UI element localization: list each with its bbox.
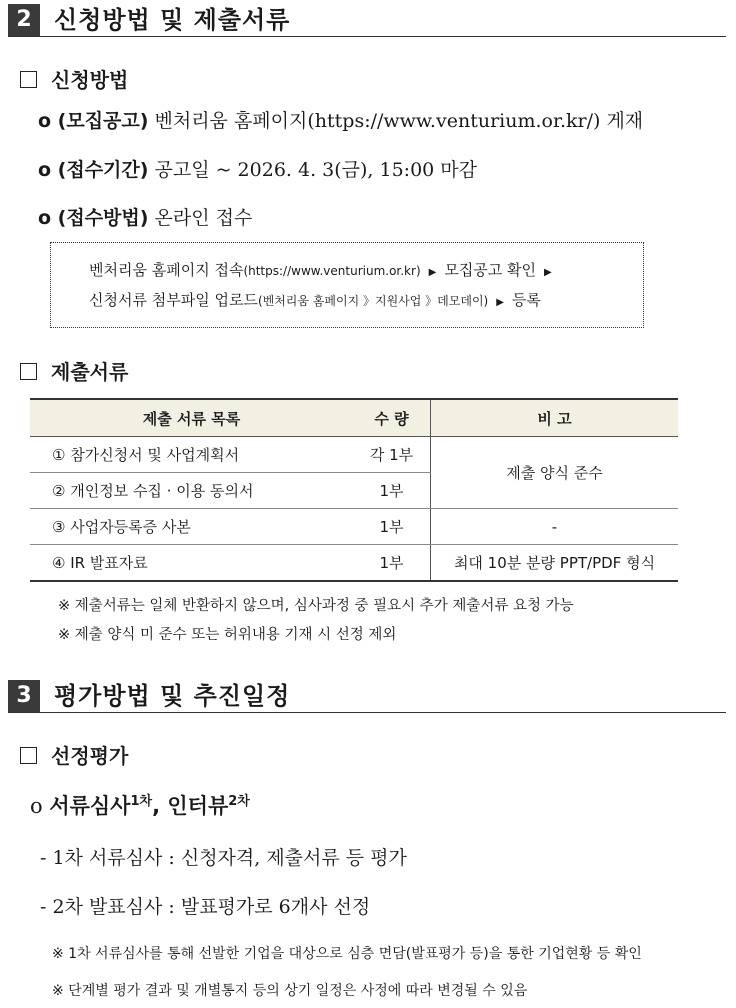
- table-row: ① 참가신청서 및 사업계획서 각 1부 제출 양식 준수: [30, 437, 678, 473]
- table-row: ② 개인정보 수집 · 이용 동의서 1부: [30, 473, 678, 509]
- process-line: 벤처리움 홈페이지 접속(https://www.venturium.or.kr) ▶ 모집공고 확인 ▶: [89, 261, 552, 279]
- arrow-right-icon: ▶: [428, 267, 437, 278]
- table-header-row: [30, 399, 678, 437]
- table-row: ③ 사업자등록증 사본 1부 -: [30, 509, 678, 545]
- merged-note: 제출 양식 준수: [431, 437, 679, 509]
- checkbox-square-icon: [20, 71, 37, 88]
- docs-note: ※ 제출서류는 일체 반환하지 않으며, 심사과정 중 필요시 추가 제출서류 요청 가능: [58, 598, 574, 614]
- eval-note: ※ 단계별 평가 결과 및 개별통지 등의 상기 일정은 사정에 따라 변경될 수 있음: [52, 983, 528, 999]
- eval-bullet: o 서류심사$^{1차}$, 인터뷰$^{2차}$: [30, 794, 250, 818]
- docs-note: ※ 제출 양식 미 준수 또는 허위내용 기재 시 선정 제외: [58, 627, 397, 643]
- subsection-heading: 신청방법: [20, 64, 128, 93]
- section-header: [8, 680, 726, 713]
- eval-note: ※ 1차 서류심사를 통해 선발한 기업을 대상으로 심층 면담(발표평가 등)을 통한 기업현황 등 확인: [52, 946, 642, 962]
- header-name: 제출 서류 목록: [30, 399, 353, 437]
- arrow-right-icon: ▶: [496, 297, 504, 308]
- checkbox-square-icon: [20, 747, 37, 764]
- section-header: [8, 4, 726, 37]
- section-number: 3: [8, 680, 40, 712]
- arrow-right-icon: ▶: [544, 267, 552, 278]
- subsection-heading: 선정평가: [20, 740, 128, 769]
- subsection-heading: 제출서류: [20, 356, 128, 385]
- table-row: ④ IR 발표자료 1부 최대 10분 분량 PPT/PDF 형식: [30, 545, 678, 582]
- eval-dash-item: - 2차 발표심사 : 발표평가로 6개사 선정: [40, 896, 371, 918]
- checkbox-square-icon: [20, 363, 37, 380]
- eval-dash-item: - 1차 서류심사 : 신청자격, 제출서류 등 평가: [40, 847, 407, 869]
- section-number: 2: [8, 4, 40, 36]
- header-note: 비 고: [431, 399, 679, 437]
- process-box: [50, 242, 644, 328]
- apply-item: o (모집공고) 벤처리움 홈페이지(https://www.venturium.or.kr/) 게재: [38, 110, 644, 132]
- section-title: 평가방법 및 추진일정: [54, 682, 291, 710]
- apply-item: o (접수기간) 공고일 ~ 2026. 4. 3(금), 15:00 마감: [38, 159, 478, 181]
- apply-item: o (접수방법) 온라인 접수: [38, 207, 253, 229]
- process-line: 신청서류 첨부파일 업로드(벤처리움 홈페이지 》지원사업 》데모데이) ▶ 등록: [89, 291, 541, 309]
- header-qty: 수 량: [353, 399, 431, 437]
- section-title: 신청방법 및 제출서류: [54, 6, 291, 34]
- documents-table: [30, 398, 678, 582]
